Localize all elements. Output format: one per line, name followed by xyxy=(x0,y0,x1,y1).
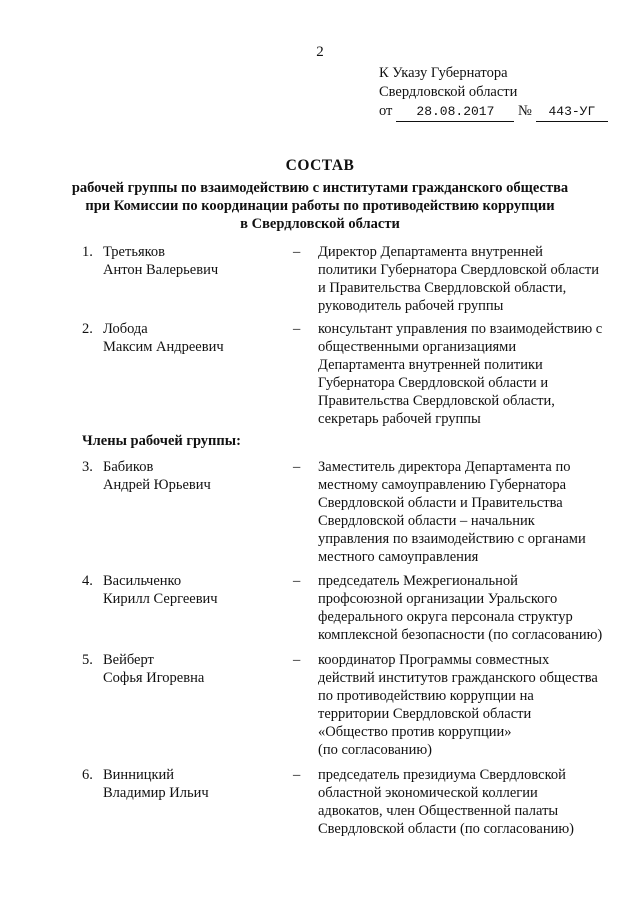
appendix-date-line xyxy=(379,102,608,122)
member-given-name: Максим Андреевич xyxy=(103,339,224,355)
role-line: местному самоуправлению Губернатора xyxy=(318,477,567,493)
title-line: в Свердловской области xyxy=(240,216,400,232)
entry-dash: – xyxy=(293,573,301,589)
entry-number: 4. xyxy=(82,573,93,589)
entry-number: 1. xyxy=(82,244,93,260)
role-line: Правительства Свердловской области, xyxy=(318,393,555,409)
member-role xyxy=(318,766,623,838)
member-name xyxy=(103,458,211,494)
member-surname: Винницкий xyxy=(103,767,175,783)
role-line: политики Губернатора Свердловской области xyxy=(318,262,600,278)
role-line: по противодействию коррупции на xyxy=(318,688,534,704)
member-surname: Бабиков xyxy=(103,459,154,475)
appendix-line-1: К Указу Губернатора xyxy=(379,65,508,81)
role-line: территории Свердловской области xyxy=(318,706,532,722)
document-title xyxy=(0,157,640,233)
role-line: Директор Департамента внутренней xyxy=(318,244,543,260)
member-surname: Вейберт xyxy=(103,652,154,668)
member-surname: Третьяков xyxy=(103,244,166,260)
role-line: Департамента внутренней политики xyxy=(318,357,543,373)
page-number: 2 xyxy=(316,44,324,60)
title-main: СОСТАВ xyxy=(285,157,355,174)
role-line: профсоюзной организации Уральского xyxy=(318,591,558,607)
role-line: руководитель рабочей группы xyxy=(318,298,504,314)
title-line: рабочей группы по взаимодействию с институтами гражданского общества xyxy=(71,180,569,196)
role-line: Заместитель директора Департамента по xyxy=(318,459,571,475)
title-line: при Комиссии по координации работы по противодействию коррупции xyxy=(85,198,555,214)
role-line: Свердловской области (по согласованию) xyxy=(318,821,575,837)
member-given-name: Владимир Ильич xyxy=(103,785,209,801)
member-role xyxy=(318,320,623,428)
role-line: и Правительства Свердловской области, xyxy=(318,280,567,296)
role-line: консультант управления по взаимодействию с xyxy=(318,321,603,337)
role-line: федерального округа персонала структур xyxy=(318,609,573,625)
member-surname: Лобода xyxy=(103,321,148,337)
member-role xyxy=(318,458,623,566)
member-name xyxy=(103,572,218,608)
role-line: председатель президиума Свердловской xyxy=(318,767,566,783)
appendix-line-2: Свердловской области xyxy=(379,84,518,100)
entry-dash: – xyxy=(293,244,301,260)
entry-dash: – xyxy=(293,767,301,783)
role-line: председатель Межрегиональной xyxy=(318,573,518,589)
appendix-date: 28.08.2017 xyxy=(396,102,514,122)
role-line: управления по взаимодействию с органами xyxy=(318,531,586,547)
member-name xyxy=(103,243,218,279)
member-surname: Васильченко xyxy=(103,573,182,589)
entry-dash: – xyxy=(293,459,301,475)
member-role xyxy=(318,572,623,644)
role-line: координатор Программы совместных xyxy=(318,652,550,668)
entry-dash: – xyxy=(293,321,301,337)
role-line: областной экономической коллегии xyxy=(318,785,538,801)
member-name xyxy=(103,651,204,687)
appendix-number-label: № xyxy=(518,103,532,119)
role-line: (по согласованию) xyxy=(318,742,432,758)
role-line: общественными организациями xyxy=(318,339,517,355)
member-given-name: Кирилл Сергеевич xyxy=(103,591,218,607)
role-line: секретарь рабочей группы xyxy=(318,411,481,427)
appendix-from-label: от xyxy=(379,103,393,119)
members-heading: Члены рабочей группы: xyxy=(82,433,241,449)
member-given-name: Антон Валерьевич xyxy=(103,262,219,278)
role-line: адвокатов, член Общественной палаты xyxy=(318,803,559,819)
appendix-number: 443-УГ xyxy=(536,102,608,122)
appendix-header xyxy=(379,64,608,122)
role-line: Свердловской области – начальник xyxy=(318,513,535,529)
entry-number: 2. xyxy=(82,321,93,337)
entry-number: 5. xyxy=(82,652,93,668)
role-line: Губернатора Свердловской области и xyxy=(318,375,549,391)
member-given-name: Андрей Юрьевич xyxy=(103,477,211,493)
entry-dash: – xyxy=(293,652,301,668)
member-role xyxy=(318,651,623,759)
member-name xyxy=(103,320,224,356)
role-line: комплексной безопасности (по согласованию) xyxy=(318,627,603,643)
entry-number: 6. xyxy=(82,767,93,783)
member-role xyxy=(318,243,623,315)
title-subtitle xyxy=(0,179,640,233)
role-line: местного самоуправления xyxy=(318,549,479,565)
role-line: «Общество против коррупции» xyxy=(318,724,512,740)
role-line: действий институтов гражданского общества xyxy=(318,670,598,686)
role-line: Свердловской области и Правительства xyxy=(318,495,563,511)
member-name xyxy=(103,766,209,802)
entry-number: 3. xyxy=(82,459,93,475)
member-given-name: Софья Игоревна xyxy=(103,670,205,686)
